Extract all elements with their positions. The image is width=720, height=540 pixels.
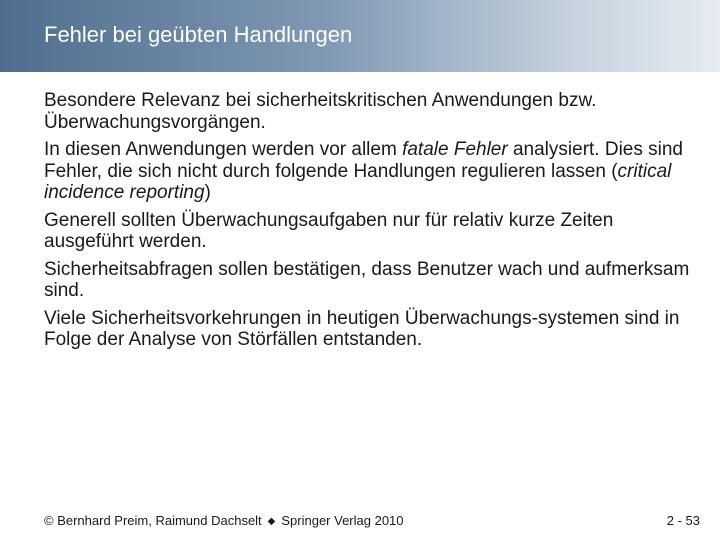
footer-credits bbox=[44, 513, 404, 528]
footer-publisher: Springer Verlag 2010 bbox=[281, 513, 404, 528]
paragraph-fatal-errors bbox=[44, 139, 700, 204]
slide-title: Fehler bei geübten Handlungen bbox=[44, 22, 353, 47]
footer-authors: © Bernhard Preim, Raimund Dachselt bbox=[44, 513, 262, 528]
paragraph-fatal-errors-text-1: In diesen Anwendungen werden vor allem bbox=[44, 139, 403, 160]
paragraph-safety-queries: Sicherheitsabfragen sollen bestätigen, dass Benutzer wach und aufmerksam sind. bbox=[44, 258, 690, 301]
slide-body bbox=[44, 90, 700, 357]
paragraph-monitoring-duration: Generell sollten Überwachungsaufgaben nur für relativ kurze Zeiten ausgeführt werden. bbox=[44, 209, 614, 252]
paragraph-safety-measures: Viele Sicherheitsvorkehrungen in heutigen Überwachungs-systemen sind in Folge der Analyse von Störfällen entstanden. bbox=[44, 307, 680, 350]
term-fatale-fehler: fatale Fehler bbox=[402, 139, 508, 160]
slide-header bbox=[0, 0, 720, 72]
paragraph-relevance: Besondere Relevanz bei sicherheitskritischen Anwendungen bzw. Überwachungsvorgängen. bbox=[44, 90, 597, 133]
term-critical-incidence-reporting: critical incidence reporting bbox=[44, 160, 672, 203]
paragraph-fatal-errors-text-3: ) bbox=[204, 182, 211, 203]
paragraph-fatal-errors-text-2: analysiert. Dies sind Fehler, die sich nicht durch folgende Handlungen regulieren lassen ( bbox=[44, 139, 683, 182]
page-number: 2 - 53 bbox=[666, 513, 700, 528]
diamond-separator-icon: ◆ bbox=[267, 516, 276, 527]
